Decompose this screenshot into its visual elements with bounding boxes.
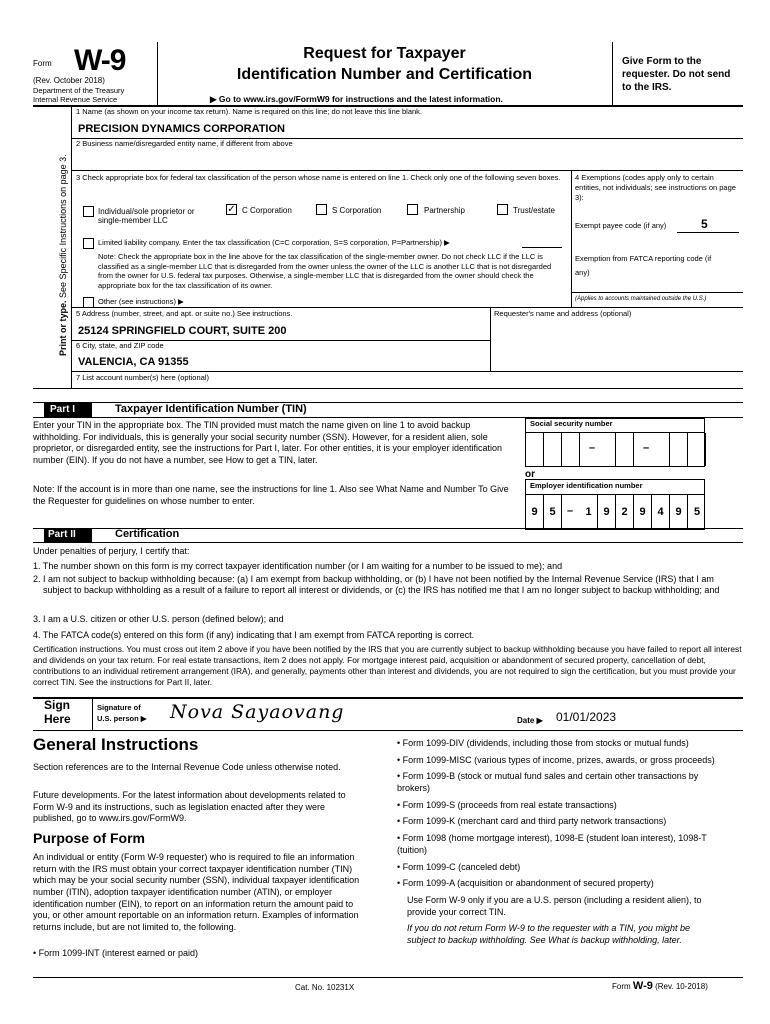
backup-withholding-note: If you do not return Form W-9 to the requester with a TIN, you might be subject to backup withholding. See What is backup withholding, later. [407,923,690,945]
form-word: Form [33,59,52,68]
print-or-type: Print or type. [57,300,68,356]
side-instructions [58,130,68,380]
ein-label: Employer identification number [530,481,643,490]
list-item: • Form 1099-K (merchant card and third party network transactions) [397,816,667,827]
c-corp-checkbox[interactable]: ✓ [227,204,236,215]
form-revision: (Rev. October 2018) [33,76,105,85]
c-corp-label: C Corporation [242,206,292,215]
us-person-note: Use Form W-9 only if you are a U.S. person (including a resident alien), to provide your correct TIN. [407,894,702,917]
ein-digit: 5 [544,495,562,529]
ein-digit: 9 [634,495,652,529]
cert-item-3: 3. I am a U.S. citizen or other U.S. person (defined below); and [33,614,284,624]
partnership-checkbox[interactable] [407,204,418,215]
ein-digit: 2 [616,495,634,529]
part1-note: Note: If the account is in more than one name, see the instructions for line 1. Also see What Name and Number To Give the Requester for guidelines on whose number to enter. [33,484,509,506]
form-1099-int: • Form 1099-INT (interest earned or paid) [33,948,199,958]
here-label: Here [44,712,71,726]
llc-note: Note: Check the appropriate box in the line above for the tax classification of the single-member owner. Do not check LLC if the LLC is classified as a single-member LLC that is disregarded from the owner unless the owner of the LLC is another LLC that is not disregarded from the owner for U.S. federal tax purposes. Otherwise, a single-member LLC that is disregarded from the owner should check the appropriate box for the tax classification of its owner. [98,252,552,290]
agency: Internal Revenue Service [33,95,118,104]
llc-checkbox[interactable] [83,238,94,249]
line2-label: 2 Business name/disregarded entity name, if different from above [76,139,293,148]
date-field[interactable]: 01/01/2023 [556,710,617,724]
line1-name-field[interactable]: PRECISION DYNAMICS CORPORATION [78,123,285,135]
goto-text: Go to www.irs.gov/FormW9 for instructions and the latest information. [218,94,503,104]
form-number: W-9 [74,44,126,77]
fatca-label: Exemption from FATCA reporting code (if any) [575,254,712,278]
list-item: • Form 1099-B (stock or mutual fund sales and certain other transactions by brokers) [397,771,699,794]
list-item: • Form 1098 (home mortgage interest), 1098-E (student loan interest), 1098-T (tuition) [397,833,707,855]
general-instructions-heading: General Instructions [33,735,199,754]
cert-instructions: Certification instructions. You must cross out item 2 above if you have been notified by the IRS that you are currently subject to backup withholding because you have failed to report all interest and dividends on your tax return. For real estate transactions, item 2 does not apply. For mortgage interest paid, acquisition or abandonment of secured property, cancellation of debt, contributions to an individual retirement arrangement (IRA), and generally, payments other than interest and dividends, you are not required to sign the certification, but you must provide your correct TIN. See the instructions for Part II, later. [33,644,742,687]
signature-field[interactable]: Nova Sayaovang [170,701,345,723]
ein-digit: 9 [598,495,616,529]
see-specific: See Specific Instructions on page 3. [57,154,68,298]
cert-item-1: 1. The number shown on this form is my correct taxpayer identification number (or I am waiting for a number to be issued to me); and [33,561,563,571]
form-title-line1: Request for Taxpayer [303,45,466,62]
ein-digit: 9 [526,495,544,529]
list-item: • Form 1099-C (canceled debt) [397,861,521,872]
line6-label: 6 City, state, and ZIP code [76,341,164,350]
line3-label: 3 Check appropriate box for federal tax classification of the person whose name is entered on line 1. Check only one of the following seven boxes. [76,173,561,182]
line5-address-field[interactable]: 25124 SPRINGFIELD COURT, SUITE 200 [78,325,287,337]
line7-label: 7 List account number(s) here (optional) [76,373,209,382]
give-form-note: Give Form to the requester. Do not send to the IRS. [622,56,731,93]
cert-item-2: 2. I am not subject to backup withholding because: (a) I am exempt from backup withholding, or (b) I have not been notified by the Internal Revenue Service (IRS) that I am subject to backup withholding as a result of a failure to report all interest or dividends, or (c) the IRS has notified me that I am no longer subject to backup withholding; and [33,574,720,596]
sign-label: Sign [44,698,70,712]
ein-digit: 1 [580,495,598,529]
signature-label-2: U.S. person ▶ [97,714,147,723]
part1-title: Taxpayer Identification Number (TIN) [115,403,307,415]
individual-checkbox[interactable] [83,206,94,217]
department: Department of the Treasury [33,86,125,95]
future-developments: Future developments. For the latest information about developments related to Form W-9 and its instructions, such as legislation enacted after they were published, go to www.irs.gov/FormW9. [33,790,346,824]
part2-tag: Part II [44,528,92,542]
footer-form [612,980,708,993]
footer-form-word: Form [612,982,631,991]
s-corp-label: S Corporation [332,206,382,215]
part2-intro: Under penalties of perjury, I certify that: [33,546,190,556]
requester-label: Requester's name and address (optional) [494,309,632,318]
goto-instructions [210,95,503,105]
ssn-dash-1: – [589,442,596,454]
other-label: Other (see instructions) ▶ [98,297,184,306]
general-p1: Section references are to the Internal Revenue Code unless otherwise noted. [33,762,341,772]
right-list [397,738,717,952]
purpose-heading: Purpose of Form [33,830,146,846]
list-item: • Form 1099-A (acquisition or abandonment of secured property) [397,878,654,889]
date-label: Date ▶ [517,716,543,725]
signature-label-1: Signature of [97,703,141,712]
ein-field[interactable] [525,494,705,530]
ein-digit: 5 [693,506,701,518]
purpose-text: An individual or entity (Form W-9 requester) who is required to file an information return with the IRS must obtain your correct taxpayer identification number (TIN) which may be your social security number (SSN), individual taxpayer identification number (ITIN), adoption taxpayer identification number (ATIN), or employer identification number (EIN), to report on an information return the amount paid to you, or other amount reportable on an information return. Examples of information returns include, but are not limited to, the following. [33,852,360,933]
ssn-label: Social security number [530,419,613,428]
part2-title: Certification [115,528,180,540]
exempt-payee-label: Exempt payee code (if any) [575,221,667,230]
ssn-field[interactable] [525,432,705,467]
part1-text: Enter your TIN in the appropriate box. The TIN provided must match the name given on line 1 to avoid backup withholding. For individuals, this is generally your social security number (SSN). However, for a resident alien, sole proprietor, or disregarded entity, see the instructions for Part I, later. For other entities, it is your employer identification number (EIN). If you do not have a number, see How to get a TIN, later. [33,420,503,466]
list-item: • Form 1099-S (proceeds from real estate transactions) [397,799,617,810]
arrow-right-icon: ▶ [210,94,217,104]
ein-digit: 4 [652,495,670,529]
line5-label: 5 Address (number, street, and apt. or suite no.) See instructions. [76,309,293,318]
cert-item-4: 4. The FATCA code(s) entered on this form (if any) indicating that I am exempt from FATCA reporting is correct. [33,630,475,640]
list-item: • Form 1099-MISC (various types of income, prizes, awards, or gross proceeds) [397,754,715,765]
applies-note: (Applies to accounts maintained outside the U.S.) [575,296,707,302]
line4-label: 4 Exemptions (codes apply only to certain entities, not individuals; see instructions on page 3): [575,173,736,202]
form-title-line2: Identification Number and Certification [236,66,533,83]
partnership-label: Partnership [424,206,465,215]
list-item: • Form 1099-DIV (dividends, including those from stocks or mutual funds) [397,738,689,748]
ein-dash: – [567,505,574,517]
line6-city-field[interactable]: VALENCIA, CA 91355 [78,356,189,368]
line1-label: 1 Name (as shown on your income tax return). Name is required on this line; do not leave this line blank. [76,107,423,116]
individual-label: Individual/sole proprietor or single-member LLC [98,207,195,226]
part1-tag: Part I [44,403,92,417]
exempt-payee-field[interactable]: 5 [701,217,708,231]
ssn-dash-2: – [643,442,650,454]
footer-form-number: W-9 [632,980,653,992]
llc-label: Limited liability company. Enter the tax classification (C=C corporation, S=S corporation, P=Partnership) ▶ [98,238,450,247]
footer-revision: (Rev. 10-2018) [655,982,708,991]
ein-digit: 9 [670,495,688,529]
catalog-number: Cat. No. 10231X [295,983,355,992]
s-corp-checkbox[interactable] [316,204,327,215]
or-label: or [525,469,535,480]
trust-label: Trust/estate [513,206,555,215]
trust-checkbox[interactable] [497,204,508,215]
